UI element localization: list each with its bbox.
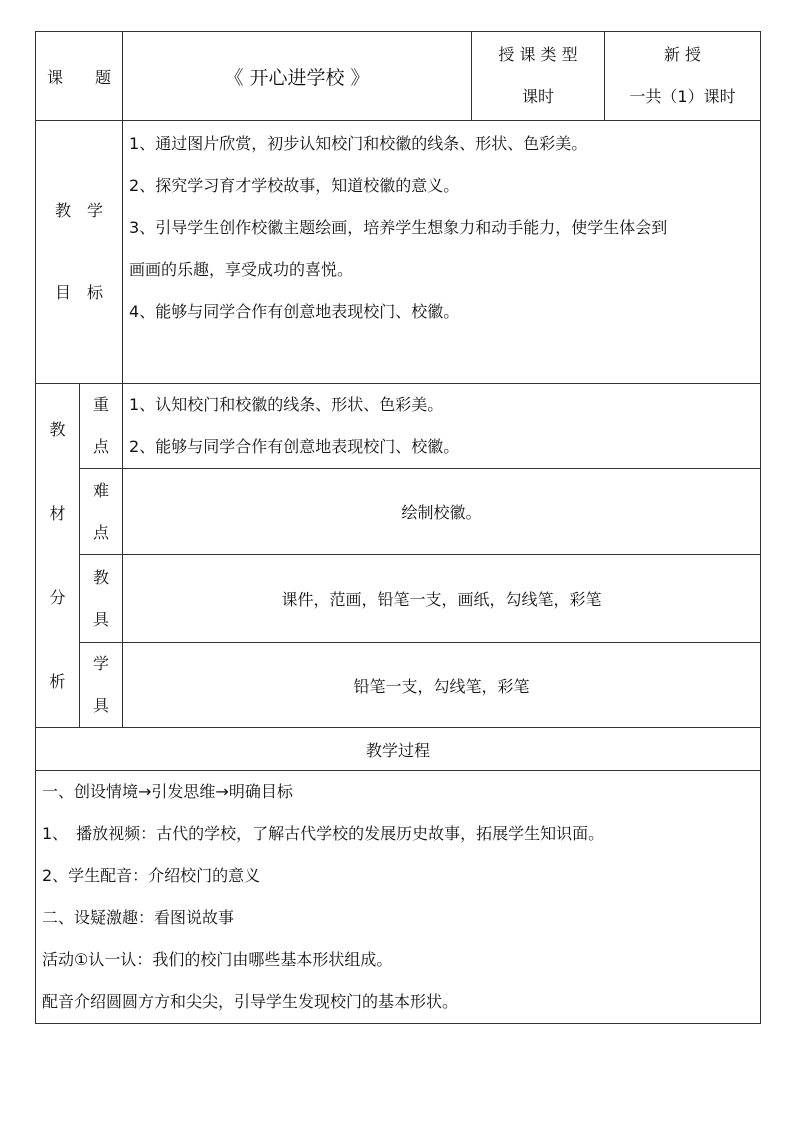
teaching-aids-text: 课件，范画，铅笔一支，画纸，勾线笔，彩笔 (281, 590, 602, 609)
analysis-label-char: 分 (49, 587, 66, 607)
objective-line: 3、引导学生创作校徽主题绘画，培养学生想象力和动手能力，使学生体会到 (129, 218, 668, 237)
type-label: 授 课 类 型 (498, 45, 578, 64)
process-line: 配音介绍圆圆方方和尖尖，引导学生发现校门的基本形状。 (42, 992, 459, 1011)
process-heading-row (36, 728, 761, 771)
label-spacer (36, 232, 122, 272)
process-content (36, 771, 761, 1024)
process-heading: 教学过程 (366, 740, 431, 760)
analysis-row-teaching-aids (36, 555, 761, 643)
process-line: 2、学生配音：介绍校门的意义 (42, 866, 261, 885)
sub-label-char: 学 (93, 654, 110, 673)
sub-label-char: 具 (93, 696, 110, 715)
sub-label-char: 点 (93, 522, 110, 542)
lesson-title: 《 开心进学校 》 (224, 66, 370, 89)
hours-value: 一共（1）课时 (629, 87, 736, 106)
analysis-label-cell (36, 384, 80, 728)
lesson-plan-table (35, 31, 761, 1024)
objectives-content (123, 121, 761, 384)
objectives-label-line2: 目 标 (55, 283, 104, 302)
teaching-aids-content (123, 555, 761, 643)
analysis-row-keypoints (36, 384, 761, 469)
student-tools-label-cell (80, 643, 123, 728)
keypoint-line: 2、能够与同学合作有创意地表现校门、校徽。 (129, 437, 460, 456)
process-line: 一、创设情境→引发思维→明确目标 (42, 782, 293, 801)
topic-label-cell (36, 32, 123, 121)
header-row (36, 32, 761, 121)
analysis-label-char: 析 (49, 671, 66, 691)
title-cell (123, 32, 472, 121)
difficulty-label-cell (80, 469, 123, 555)
process-content-row (36, 771, 761, 1024)
sub-label-char: 难 (93, 480, 110, 500)
difficulty-text: 绘制校徽。 (401, 503, 482, 522)
analysis-label-char: 教 (49, 419, 66, 439)
process-line: 1、 播放视频：古代的学校，了解古代学校的发展历史故事，拓展学生知识面。 (42, 824, 605, 843)
type-hours-value-cell (605, 32, 761, 121)
topic-label: 课 题 (47, 67, 112, 87)
difficulty-content (123, 469, 761, 555)
sub-label-char: 点 (93, 437, 110, 456)
keypoint-line: 1、认知校门和校徽的线条、形状、色彩美。 (129, 395, 444, 414)
process-line: 活动①认一认：我们的校门由哪些基本形状组成。 (42, 950, 393, 969)
objectives-label-cell (36, 121, 123, 384)
analysis-row-difficulty (36, 469, 761, 555)
process-heading-cell (36, 728, 761, 771)
keypoints-label-cell (80, 384, 123, 469)
objective-line: 4、能够与同学合作有创意地表现校门、校徽。 (129, 302, 460, 321)
objective-line: 2、探究学习育才学校故事，知道校徽的意义。 (129, 176, 460, 195)
objective-line: 1、通过图片欣赏，初步认知校门和校徽的线条、形状、色彩美。 (129, 134, 588, 153)
objective-line: 画画的乐趣，享受成功的喜悦。 (129, 260, 354, 279)
teaching-aids-label-cell (80, 555, 123, 643)
analysis-row-student-tools (36, 643, 761, 728)
type-hours-label-cell (472, 32, 605, 121)
objectives-label-line1: 教 学 (55, 201, 104, 220)
type-value: 新 授 (663, 45, 702, 64)
process-line: 二、设疑激趣：看图说故事 (42, 908, 235, 927)
sub-label-char: 重 (93, 395, 110, 414)
keypoints-content (123, 384, 761, 469)
hours-label: 课时 (522, 87, 555, 106)
student-tools-text: 铅笔一支，勾线笔，彩笔 (353, 676, 530, 696)
sub-label-char: 教 (93, 567, 110, 587)
analysis-label-char: 材 (49, 503, 66, 523)
sub-label-char: 具 (93, 609, 110, 629)
student-tools-content (123, 643, 761, 728)
objectives-row (36, 121, 761, 384)
